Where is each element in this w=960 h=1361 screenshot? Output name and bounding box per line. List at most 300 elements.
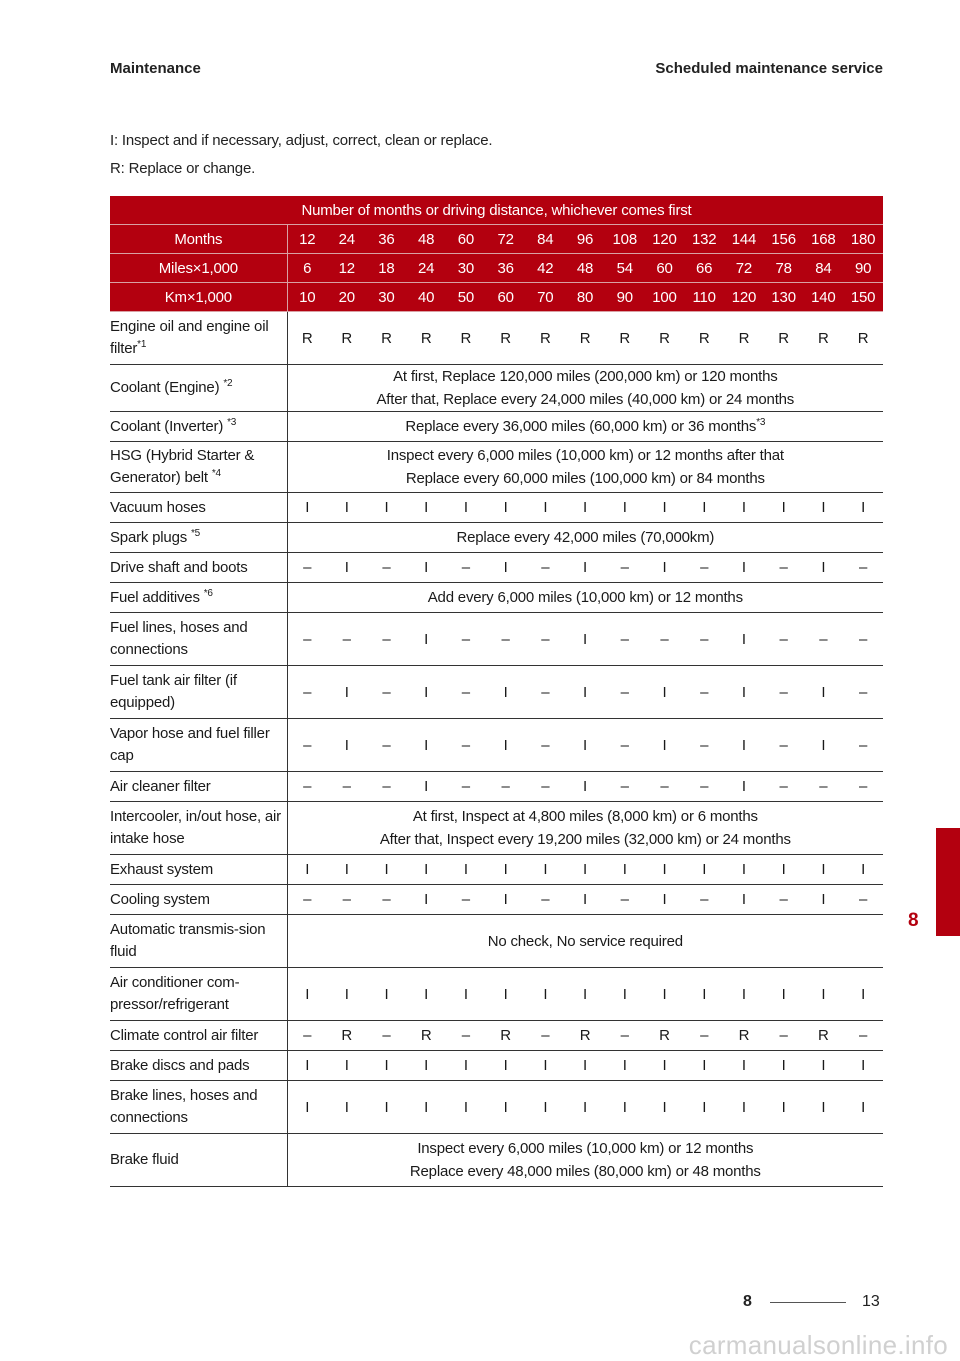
schedule-cell: – (287, 613, 327, 666)
table-row (110, 442, 883, 493)
footnote-marker: *6 (203, 587, 213, 599)
interval-value: 96 (565, 225, 605, 254)
schedule-cell: I (724, 613, 764, 666)
schedule-cell: I (287, 1081, 327, 1134)
schedule-cell: I (367, 1081, 407, 1134)
instruction-line (288, 805, 883, 828)
instruction-line (288, 828, 883, 851)
schedule-cell: I (406, 666, 446, 719)
schedule-cell: – (367, 772, 407, 802)
schedule-cell: – (843, 885, 883, 915)
item-label (110, 583, 287, 613)
schedule-cell: – (843, 772, 883, 802)
table-row (110, 1134, 883, 1187)
schedule-cell: – (327, 772, 367, 802)
schedule-cell: – (446, 772, 486, 802)
instruction-text: After that, Inspect every 19,200 miles (32,000 km) or 24 months (379, 831, 791, 848)
schedule-cell: – (605, 719, 645, 772)
schedule-cell: I (446, 1081, 486, 1134)
item-label (110, 1134, 287, 1187)
interval-value: 150 (843, 283, 883, 312)
schedule-cell: – (764, 613, 804, 666)
table-row (110, 583, 883, 613)
schedule-cell: I (565, 613, 605, 666)
item-name: Exhaust system (110, 860, 214, 878)
table-row (110, 802, 883, 855)
footer-chapter-number: 8 (743, 1293, 752, 1310)
schedule-instruction (287, 1134, 883, 1187)
item-label (110, 666, 287, 719)
schedule-cell: I (406, 772, 446, 802)
schedule-cell: – (803, 772, 843, 802)
interval-value: 36 (486, 254, 526, 283)
interval-value: 48 (406, 225, 446, 254)
item-name: Cooling system (110, 890, 210, 908)
chapter-side-tab (936, 828, 960, 936)
interval-value: 100 (645, 283, 685, 312)
item-name: Brake lines, hoses and connections (110, 1087, 258, 1126)
schedule-cell: I (486, 666, 526, 719)
schedule-cell: R (446, 312, 486, 365)
schedule-cell: I (645, 666, 685, 719)
interval-value: 72 (486, 225, 526, 254)
schedule-instruction (287, 915, 883, 968)
interval-value: 120 (724, 283, 764, 312)
item-label (110, 802, 287, 855)
schedule-cell: I (486, 855, 526, 885)
instruction-text: Add every 6,000 miles (10,000 km) or 12 months (427, 589, 743, 606)
interval-label: Months (110, 225, 287, 254)
schedule-cell: – (645, 772, 685, 802)
instruction-text: At first, Inspect at 4,800 miles (8,000 km) or 6 months (412, 808, 758, 825)
schedule-cell: I (565, 1081, 605, 1134)
interval-value: 90 (843, 254, 883, 283)
item-label (110, 772, 287, 802)
schedule-cell: – (684, 719, 724, 772)
schedule-cell: I (287, 855, 327, 885)
table-row (110, 553, 883, 583)
table-row (110, 523, 883, 553)
schedule-cell: – (684, 885, 724, 915)
item-name: Intercooler, in/out hose, air intake hose (110, 808, 281, 847)
schedule-cell: I (645, 1081, 685, 1134)
schedule-cell: I (327, 666, 367, 719)
instruction-text: At first, Replace 120,000 miles (200,000 km) or 120 months (393, 368, 778, 385)
schedule-cell: R (486, 1021, 526, 1051)
schedule-cell: – (764, 1021, 804, 1051)
table-row (110, 885, 883, 915)
footnote-marker: *1 (137, 339, 147, 350)
schedule-cell: – (446, 885, 486, 915)
item-label (110, 523, 287, 553)
schedule-cell: – (525, 772, 565, 802)
schedule-instruction (287, 802, 883, 855)
schedule-cell: I (525, 968, 565, 1021)
item-label (110, 493, 287, 523)
schedule-cell: I (645, 885, 685, 915)
instruction-line (288, 586, 883, 609)
schedule-cell: I (605, 968, 645, 1021)
schedule-cell: I (406, 493, 446, 523)
schedule-cell: I (684, 855, 724, 885)
table-row (110, 412, 883, 442)
schedule-cell: I (724, 968, 764, 1021)
schedule-cell: I (327, 493, 367, 523)
footnote-marker: *2 (223, 378, 233, 389)
schedule-cell: I (327, 968, 367, 1021)
table-row (110, 613, 883, 666)
schedule-cell: I (486, 968, 526, 1021)
schedule-cell: R (843, 312, 883, 365)
schedule-cell: – (843, 553, 883, 583)
schedule-cell: R (645, 312, 685, 365)
table-row (110, 1081, 883, 1134)
instruction-line (288, 467, 883, 490)
schedule-cell: – (525, 666, 565, 719)
interval-row (110, 283, 883, 312)
schedule-cell: I (525, 493, 565, 523)
interval-value: 70 (525, 283, 565, 312)
item-name: Vapor hose and fuel filler cap (110, 725, 270, 764)
schedule-cell: I (645, 968, 685, 1021)
schedule-cell: I (406, 855, 446, 885)
schedule-cell: I (645, 855, 685, 885)
instruction-line (288, 930, 883, 953)
schedule-cell: R (645, 1021, 685, 1051)
schedule-cell: – (327, 613, 367, 666)
item-name: Automatic transmis-sion fluid (110, 921, 266, 960)
schedule-cell: – (287, 772, 327, 802)
schedule-cell: – (446, 1021, 486, 1051)
footnote-marker: *4 (211, 468, 221, 479)
schedule-cell: I (367, 493, 407, 523)
schedule-cell: R (565, 1021, 605, 1051)
interval-value: 30 (446, 254, 486, 283)
interval-value: 18 (367, 254, 407, 283)
item-name: HSG (Hybrid Starter & Generator) belt (110, 447, 255, 486)
item-name: Air cleaner filter (110, 777, 211, 795)
schedule-cell: I (764, 1051, 804, 1081)
schedule-cell: I (843, 968, 883, 1021)
interval-value: 54 (605, 254, 645, 283)
table-row (110, 772, 883, 802)
interval-value: 40 (406, 283, 446, 312)
interval-value: 50 (446, 283, 486, 312)
interval-value: 12 (327, 254, 367, 283)
schedule-cell: – (605, 772, 645, 802)
schedule-cell: I (406, 613, 446, 666)
schedule-cell: I (446, 968, 486, 1021)
interval-value: 130 (764, 283, 804, 312)
interval-value: 180 (843, 225, 883, 254)
schedule-cell: I (843, 1081, 883, 1134)
interval-value: 30 (367, 283, 407, 312)
schedule-cell: – (764, 885, 804, 915)
running-header-section: Maintenance (110, 60, 201, 77)
interval-value: 84 (803, 254, 843, 283)
interval-row (110, 225, 883, 254)
schedule-instruction (287, 523, 883, 553)
instruction-line (288, 388, 883, 411)
interval-row (110, 254, 883, 283)
schedule-cell: I (803, 855, 843, 885)
item-label (110, 1021, 287, 1051)
item-name: Climate control air filter (110, 1026, 259, 1044)
schedule-cell: – (367, 719, 407, 772)
schedule-cell: – (525, 719, 565, 772)
schedule-cell: R (724, 312, 764, 365)
schedule-cell: I (525, 1051, 565, 1081)
interval-value: 80 (565, 283, 605, 312)
schedule-cell: I (486, 1081, 526, 1134)
schedule-cell: – (367, 666, 407, 719)
instruction-line (288, 1160, 883, 1183)
table-row (110, 312, 883, 365)
schedule-cell: I (645, 493, 685, 523)
schedule-cell: – (605, 1021, 645, 1051)
instruction-text: Replace every 36,000 miles (60,000 km) or 36 months (405, 418, 757, 435)
schedule-cell: I (486, 493, 526, 523)
table-row (110, 915, 883, 968)
schedule-cell: I (367, 968, 407, 1021)
schedule-cell: I (724, 493, 764, 523)
schedule-cell: I (486, 553, 526, 583)
interval-value: 60 (486, 283, 526, 312)
schedule-cell: I (327, 553, 367, 583)
maintenance-schedule-table (110, 196, 883, 1187)
instruction-text: Replace every 48,000 miles (80,000 km) or 48 months (409, 1163, 761, 1180)
schedule-cell: I (803, 1051, 843, 1081)
schedule-cell: I (406, 885, 446, 915)
item-label (110, 442, 287, 493)
schedule-cell: I (327, 855, 367, 885)
instruction-line (288, 365, 883, 388)
schedule-cell: I (764, 493, 804, 523)
interval-value: 132 (684, 225, 724, 254)
schedule-cell: I (287, 1051, 327, 1081)
schedule-cell: – (446, 613, 486, 666)
item-name: Brake discs and pads (110, 1056, 250, 1074)
schedule-cell: R (486, 312, 526, 365)
schedule-cell: – (525, 1021, 565, 1051)
footer-page-number: 13 (862, 1293, 880, 1310)
schedule-cell: – (525, 553, 565, 583)
interval-label: Miles×1,000 (110, 254, 287, 283)
schedule-instruction (287, 412, 883, 442)
schedule-cell: – (605, 553, 645, 583)
schedule-cell: I (605, 1081, 645, 1134)
schedule-cell: – (684, 772, 724, 802)
footnote-marker: *3 (227, 416, 237, 428)
schedule-cell: – (605, 885, 645, 915)
schedule-cell: I (724, 666, 764, 719)
schedule-cell: I (645, 719, 685, 772)
schedule-cell: I (843, 855, 883, 885)
schedule-cell: I (406, 553, 446, 583)
schedule-cell: I (803, 1081, 843, 1134)
schedule-cell: R (565, 312, 605, 365)
schedule-cell: – (287, 719, 327, 772)
schedule-cell: I (764, 1081, 804, 1134)
schedule-cell: – (367, 1021, 407, 1051)
item-name: Drive shaft and boots (110, 558, 248, 576)
schedule-cell: – (486, 613, 526, 666)
instruction-text: Replace every 60,000 miles (100,000 km) or 84 months (405, 470, 765, 487)
schedule-cell: – (525, 613, 565, 666)
schedule-cell: – (367, 885, 407, 915)
interval-label: Km×1,000 (110, 283, 287, 312)
table-row (110, 365, 883, 412)
item-name: Engine oil and engine oil filter (110, 318, 269, 357)
schedule-cell: – (287, 553, 327, 583)
item-name: Fuel lines, hoses and connections (110, 619, 248, 658)
item-name: Coolant (Inverter) (110, 417, 228, 435)
schedule-cell: – (684, 666, 724, 719)
schedule-cell: I (565, 719, 605, 772)
schedule-cell: I (486, 719, 526, 772)
schedule-cell: I (684, 968, 724, 1021)
schedule-cell: R (803, 312, 843, 365)
schedule-cell: I (525, 855, 565, 885)
schedule-cell: I (327, 719, 367, 772)
item-label (110, 312, 287, 365)
table-row (110, 968, 883, 1021)
schedule-cell: I (724, 885, 764, 915)
interval-value: 144 (724, 225, 764, 254)
schedule-cell: I (843, 1051, 883, 1081)
footnote-marker: *5 (190, 527, 201, 539)
item-name: Vacuum hoses (110, 498, 206, 516)
schedule-cell: I (803, 493, 843, 523)
instruction-line (288, 526, 883, 549)
schedule-cell: R (406, 1021, 446, 1051)
schedule-cell: I (565, 1051, 605, 1081)
schedule-cell: R (367, 312, 407, 365)
schedule-cell: – (367, 553, 407, 583)
schedule-cell: – (367, 613, 407, 666)
schedule-cell: I (446, 855, 486, 885)
schedule-cell: – (446, 553, 486, 583)
schedule-cell: – (446, 666, 486, 719)
schedule-cell: R (327, 1021, 367, 1051)
schedule-cell: – (645, 613, 685, 666)
schedule-cell: I (605, 1051, 645, 1081)
schedule-cell: – (684, 1021, 724, 1051)
legend-replace: R: Replace or change. (110, 160, 256, 177)
interval-value: 120 (645, 225, 685, 254)
schedule-cell: R (724, 1021, 764, 1051)
instruction-text: Replace every 42,000 miles (70,000km) (456, 529, 715, 546)
interval-value: 60 (446, 225, 486, 254)
interval-value: 6 (287, 254, 327, 283)
schedule-cell: R (525, 312, 565, 365)
item-label (110, 968, 287, 1021)
schedule-cell: I (724, 553, 764, 583)
schedule-cell: I (565, 968, 605, 1021)
interval-value: 24 (327, 225, 367, 254)
schedule-cell: I (406, 1081, 446, 1134)
instruction-text: Inspect every 6,000 miles (10,000 km) or 12 months (417, 1140, 754, 1157)
item-label (110, 1051, 287, 1081)
schedule-cell: I (565, 772, 605, 802)
schedule-cell: R (605, 312, 645, 365)
table-row (110, 1051, 883, 1081)
schedule-cell: – (486, 772, 526, 802)
schedule-cell: – (525, 885, 565, 915)
schedule-cell: I (525, 1081, 565, 1134)
schedule-cell: I (327, 1081, 367, 1134)
schedule-cell: – (287, 1021, 327, 1051)
instruction-text: Inspect every 6,000 miles (10,000 km) or 12 months after that (386, 447, 784, 464)
schedule-cell: – (287, 666, 327, 719)
schedule-cell: – (843, 666, 883, 719)
schedule-cell: I (605, 855, 645, 885)
item-label (110, 613, 287, 666)
schedule-cell: I (406, 1051, 446, 1081)
item-name: Fuel additives (110, 588, 204, 606)
interval-value: 36 (367, 225, 407, 254)
schedule-cell: I (486, 885, 526, 915)
schedule-cell: R (327, 312, 367, 365)
interval-value: 24 (406, 254, 446, 283)
interval-value: 20 (327, 283, 367, 312)
schedule-cell: I (764, 855, 804, 885)
schedule-cell: I (803, 968, 843, 1021)
schedule-cell: I (287, 493, 327, 523)
interval-value: 84 (525, 225, 565, 254)
table-row (110, 855, 883, 885)
schedule-cell: – (684, 553, 724, 583)
schedule-cell: I (565, 493, 605, 523)
running-header-topic: Scheduled maintenance service (655, 60, 883, 77)
schedule-cell: I (803, 666, 843, 719)
interval-value: 48 (565, 254, 605, 283)
schedule-cell: R (684, 312, 724, 365)
schedule-cell: I (446, 1051, 486, 1081)
interval-value: 156 (764, 225, 804, 254)
schedule-cell: I (406, 719, 446, 772)
interval-value: 72 (724, 254, 764, 283)
schedule-cell: I (486, 1051, 526, 1081)
schedule-cell: – (843, 1021, 883, 1051)
schedule-cell: I (645, 1051, 685, 1081)
item-label (110, 1081, 287, 1134)
banner-row (110, 196, 883, 225)
instruction-line (288, 1137, 883, 1160)
schedule-cell: I (724, 719, 764, 772)
schedule-cell: R (803, 1021, 843, 1051)
schedule-cell: – (287, 885, 327, 915)
interval-value: 42 (525, 254, 565, 283)
schedule-cell: – (327, 885, 367, 915)
item-name: Brake fluid (110, 1151, 179, 1168)
schedule-cell: I (446, 493, 486, 523)
item-label (110, 553, 287, 583)
footnote-marker: *3 (756, 417, 766, 428)
interval-value: 66 (684, 254, 724, 283)
schedule-cell: I (684, 493, 724, 523)
schedule-cell: I (367, 1051, 407, 1081)
schedule-cell: – (803, 613, 843, 666)
schedule-cell: R (287, 312, 327, 365)
schedule-cell: R (406, 312, 446, 365)
schedule-cell: I (565, 885, 605, 915)
table-row (110, 719, 883, 772)
schedule-cell: I (645, 553, 685, 583)
banner-cell: Number of months or driving distance, whichever comes first (110, 196, 883, 225)
schedule-cell: I (764, 968, 804, 1021)
schedule-cell: – (605, 613, 645, 666)
